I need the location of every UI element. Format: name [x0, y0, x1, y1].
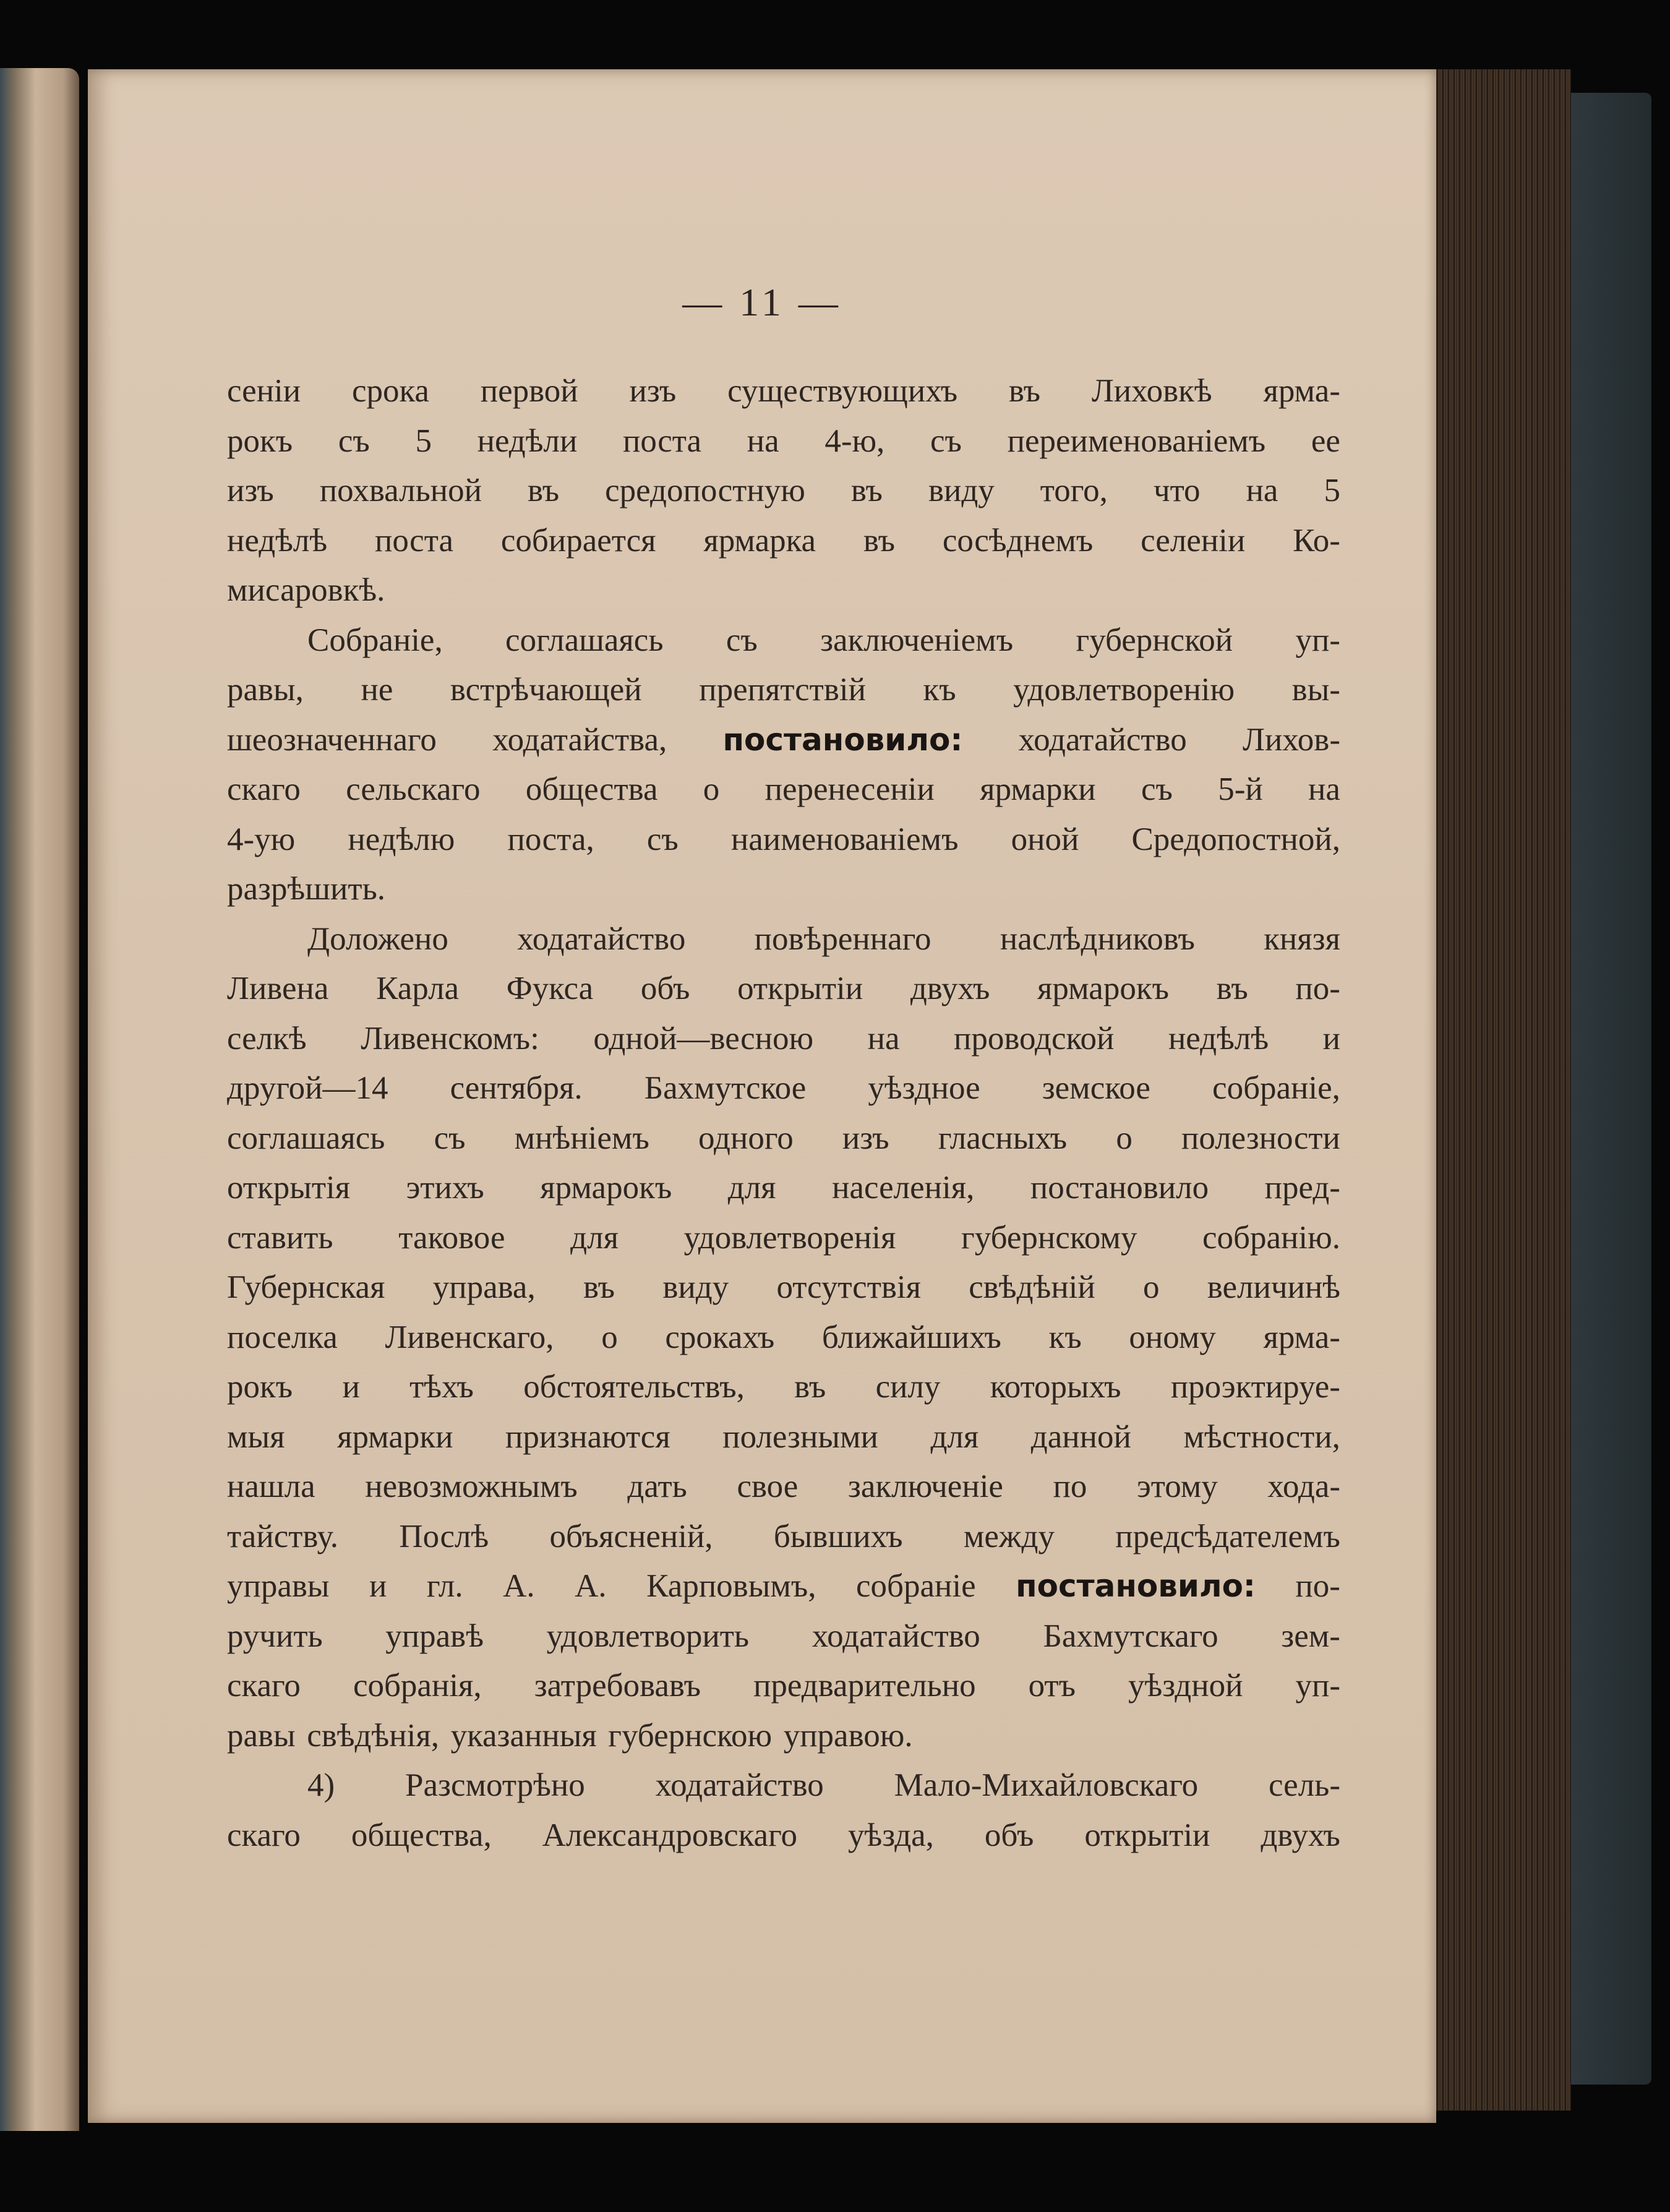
body-text — [227, 366, 1340, 1860]
word: свѣдѣнія, — [307, 1717, 440, 1754]
word: удовлетворенія — [683, 1219, 896, 1256]
word: Карла — [376, 971, 460, 1006]
word: препятствій — [699, 672, 866, 708]
word: предварительно — [753, 1668, 976, 1704]
word: наименованіемъ — [730, 821, 959, 857]
word: похвальной — [319, 473, 482, 508]
word: Мало-Михайловскаго — [894, 1767, 1199, 1803]
text-line — [227, 864, 1340, 914]
word: Средопостной, — [1131, 821, 1340, 857]
word: скаго — [227, 1817, 301, 1853]
word: виду — [662, 1269, 729, 1305]
word: хода- — [1267, 1468, 1340, 1504]
text-line — [227, 1362, 1340, 1412]
word: 5-й — [1218, 771, 1263, 807]
word: въ — [528, 473, 560, 508]
word: поста, — [507, 821, 594, 857]
word: тѣхъ — [409, 1369, 474, 1405]
word: свое — [737, 1468, 799, 1504]
word: объ — [640, 971, 690, 1006]
word: отсутствія — [776, 1269, 921, 1305]
word: удовлетворенію — [1013, 672, 1235, 708]
text-line — [227, 416, 1340, 466]
word: затребовавъ — [534, 1668, 701, 1704]
word: ходатайство — [517, 920, 686, 957]
word: проэктируе- — [1170, 1369, 1340, 1405]
word: Бахмутскаго — [1043, 1618, 1218, 1654]
word: 4-ую — [227, 821, 296, 857]
word: управѣ — [385, 1618, 484, 1654]
word: соглашаясь — [227, 1120, 385, 1156]
word: удовлетворить — [546, 1618, 750, 1654]
word: уѣзда, — [847, 1817, 934, 1853]
word: собраніе — [856, 1568, 976, 1604]
word: Губернская — [227, 1269, 385, 1305]
word: постановило — [1030, 1170, 1209, 1206]
word: въ — [850, 473, 883, 508]
word: земское — [1042, 1070, 1150, 1106]
word: не — [361, 672, 393, 708]
word: поста — [623, 422, 702, 459]
word: недѣлѣ — [1168, 1020, 1269, 1057]
word: открытія — [227, 1170, 351, 1206]
word: ходатайство — [811, 1618, 980, 1654]
word: о — [601, 1319, 618, 1355]
word: первой — [480, 373, 578, 409]
word: ярмарокъ — [540, 1170, 672, 1206]
text-line — [227, 765, 1340, 815]
word: Лихов- — [1243, 721, 1340, 758]
text-line — [227, 1760, 1340, 1811]
word: собранія, — [353, 1668, 482, 1704]
word: для — [727, 1170, 776, 1206]
previous-page-edge — [0, 68, 79, 2131]
word: Послѣ — [399, 1518, 489, 1554]
text-line — [227, 1014, 1340, 1064]
word: собирается — [500, 522, 656, 559]
word: поста — [375, 522, 454, 559]
word: собранію. — [1202, 1219, 1340, 1256]
word: гласныхъ — [938, 1120, 1068, 1156]
word: съ — [338, 422, 370, 459]
word: 5 — [1324, 473, 1340, 508]
word: вы- — [1291, 672, 1340, 708]
word: недѣлю — [348, 821, 455, 857]
bold-resolution-word: постановило: — [1016, 1568, 1256, 1604]
word: сентября. — [450, 1070, 583, 1106]
word: о — [703, 771, 720, 807]
word: этихъ — [406, 1170, 484, 1206]
word: ярма- — [1263, 1319, 1340, 1355]
word: Собраніе, — [307, 622, 443, 658]
word: ближайшихъ — [821, 1319, 1001, 1355]
word: пред- — [1264, 1170, 1340, 1206]
word: одного — [698, 1120, 794, 1156]
word: А. — [503, 1568, 535, 1604]
word: нашла — [227, 1468, 315, 1504]
word: виду — [928, 473, 995, 508]
word: Ко- — [1293, 522, 1340, 559]
page-stack-edge — [1423, 69, 1571, 2111]
word: полезными — [722, 1418, 878, 1455]
text-line — [227, 715, 1340, 765]
word: Ливенскомъ: — [361, 1020, 539, 1057]
word: отъ — [1028, 1668, 1076, 1704]
word: таковое — [398, 1219, 505, 1256]
word: управы — [227, 1568, 330, 1604]
word: того, — [1040, 473, 1108, 508]
word: въ — [1008, 373, 1041, 409]
word: ходатайства, — [492, 721, 667, 758]
word: недѣлѣ — [227, 522, 328, 559]
text-line — [227, 516, 1340, 566]
text-line — [227, 1811, 1340, 1861]
word: Доложено — [307, 920, 448, 957]
word: предсѣдателемъ — [1115, 1518, 1340, 1554]
word: свѣдѣній — [969, 1269, 1095, 1305]
word: Разсмотрѣно — [405, 1767, 585, 1803]
word: ярмарки — [337, 1418, 453, 1455]
word: между — [963, 1518, 1055, 1554]
text-line — [227, 1163, 1340, 1213]
word: сельскаго — [346, 771, 481, 807]
word: наслѣдниковъ — [1000, 920, 1195, 957]
word: оной — [1011, 821, 1079, 857]
word: переименованіемъ — [1007, 422, 1266, 459]
word: въ — [1216, 971, 1248, 1006]
word: признаются — [505, 1418, 670, 1455]
word: уп- — [1295, 622, 1340, 658]
word: къ — [1048, 1319, 1082, 1355]
word: изъ — [842, 1120, 889, 1156]
word: невозможнымъ — [365, 1468, 578, 1504]
text-line — [227, 1213, 1340, 1263]
word: губернскою — [608, 1717, 773, 1754]
text-line — [227, 1512, 1340, 1562]
word: сель- — [1269, 1767, 1340, 1803]
word: управа, — [432, 1269, 536, 1305]
word: съ — [930, 422, 962, 459]
word: мисаровкѣ. — [227, 572, 385, 608]
word: Ливенскаго, — [385, 1319, 554, 1355]
word: населенія, — [832, 1170, 975, 1206]
word: о — [1143, 1269, 1160, 1305]
text-line — [227, 1063, 1340, 1113]
bold-resolution-word: постановило: — [722, 721, 963, 758]
word: на — [1246, 473, 1278, 508]
word: что — [1153, 473, 1201, 508]
word: ручить — [227, 1618, 323, 1654]
word: срокахъ — [665, 1319, 775, 1355]
word: проводской — [954, 1020, 1115, 1057]
word: въ — [863, 522, 896, 559]
word: въ — [583, 1269, 615, 1305]
word: съ — [1141, 771, 1173, 807]
word: и — [369, 1568, 387, 1604]
word: въ — [794, 1369, 826, 1405]
word: съ — [646, 821, 679, 857]
word: скаго — [227, 1668, 301, 1704]
word: величинѣ — [1207, 1269, 1340, 1305]
word: равы — [227, 1717, 296, 1754]
text-line — [227, 964, 1340, 1014]
word: ее — [1311, 422, 1340, 459]
word: равы, — [227, 672, 304, 708]
word: встрѣчающей — [450, 672, 642, 708]
word: 5 — [415, 422, 432, 459]
text-line — [227, 1462, 1340, 1512]
word: уѣздной — [1128, 1668, 1243, 1704]
word: изъ — [227, 473, 274, 508]
word: гл. — [426, 1568, 463, 1604]
word: срока — [351, 373, 429, 409]
word: тайству. — [227, 1518, 339, 1554]
word: ходатайство — [1018, 721, 1187, 758]
word: Карповымъ, — [646, 1568, 816, 1604]
text-line — [227, 1561, 1340, 1611]
word: губернскому — [961, 1219, 1137, 1256]
word: на — [867, 1020, 900, 1057]
word: заключеніемъ — [820, 622, 1014, 658]
text-line — [227, 466, 1340, 516]
word: сеніи — [227, 373, 301, 409]
word: соглашаясь — [505, 622, 664, 658]
text-line — [227, 1412, 1340, 1462]
word: по- — [1295, 1568, 1340, 1604]
word: двухъ — [1261, 1817, 1340, 1853]
word: по- — [1295, 971, 1340, 1006]
word: недѣли — [477, 422, 578, 459]
word: и — [1322, 1020, 1340, 1057]
book-page — [88, 69, 1436, 2123]
word: 4) — [307, 1767, 335, 1803]
word: о — [1116, 1120, 1133, 1156]
word: ярма- — [1263, 373, 1340, 409]
word: князя — [1264, 920, 1340, 957]
word: изъ — [629, 373, 677, 409]
word: для — [570, 1219, 619, 1256]
text-line — [227, 615, 1340, 666]
word: Бахмутское — [644, 1070, 807, 1106]
word: мыя — [227, 1418, 285, 1455]
word: открытіи — [1084, 1817, 1210, 1853]
text-line — [227, 1711, 1340, 1761]
word: на — [1308, 771, 1340, 807]
word: по — [1053, 1468, 1087, 1504]
text-line — [227, 366, 1340, 416]
text-line — [227, 1611, 1340, 1661]
word: дать — [627, 1468, 687, 1504]
word: шеозначеннаго — [227, 721, 437, 758]
word: объясненій, — [549, 1518, 713, 1554]
word: селкѣ — [227, 1020, 307, 1057]
word: рокъ — [227, 1369, 293, 1405]
word: ставить — [227, 1219, 333, 1256]
page-number: — 11 — — [682, 280, 842, 324]
word: объ — [984, 1817, 1034, 1853]
text-line — [227, 914, 1340, 964]
word: сосѣднемъ — [942, 522, 1094, 559]
word: съ — [434, 1120, 466, 1156]
word: съ — [726, 622, 758, 658]
word: уѣздное — [868, 1070, 980, 1106]
word: мѣстности, — [1183, 1418, 1340, 1455]
word: которыхъ — [990, 1369, 1121, 1405]
word: полезности — [1181, 1120, 1340, 1156]
word: скаго — [227, 771, 301, 807]
word: управою. — [783, 1717, 913, 1754]
word: другой—14 — [227, 1070, 388, 1106]
word: Ливена — [227, 971, 329, 1006]
word: существующихъ — [727, 373, 958, 409]
word: А. — [575, 1568, 607, 1604]
word: Александровскаго — [542, 1817, 798, 1853]
word: и — [342, 1369, 360, 1405]
word: ходатайство — [655, 1767, 824, 1803]
text-line — [227, 665, 1340, 715]
word: перенесеніи — [764, 771, 935, 807]
word: селеніи — [1141, 522, 1246, 559]
word: 4-ю, — [824, 422, 885, 459]
word: силу — [875, 1369, 941, 1405]
word: общества, — [351, 1817, 492, 1853]
word: собраніе, — [1212, 1070, 1340, 1106]
word: къ — [923, 672, 956, 708]
word: поселка — [227, 1319, 338, 1355]
word: Лиховкѣ — [1091, 373, 1212, 409]
word: ярмарка — [703, 522, 816, 559]
text-line — [227, 1113, 1340, 1164]
word: общества — [525, 771, 658, 807]
word: открытіи — [737, 971, 863, 1006]
text-line — [227, 1262, 1340, 1313]
word: ярмарокъ — [1037, 971, 1169, 1006]
word: указанныя — [450, 1717, 597, 1754]
word: двухъ — [910, 971, 990, 1006]
text-line — [227, 565, 1340, 615]
word: уп- — [1295, 1668, 1340, 1704]
word: мнѣніемъ — [514, 1120, 649, 1156]
word: обстоятельствъ, — [523, 1369, 745, 1405]
word: губернской — [1076, 622, 1233, 658]
word: на — [747, 422, 779, 459]
word: этому — [1137, 1468, 1218, 1504]
word: Фукса — [506, 971, 594, 1006]
word: оному — [1129, 1319, 1216, 1355]
word: зем- — [1281, 1618, 1340, 1654]
text-line — [227, 1313, 1340, 1363]
text-line — [227, 1661, 1340, 1711]
word: одной—весною — [593, 1020, 814, 1057]
word: бывшихъ — [773, 1518, 903, 1554]
word: средопостную — [605, 473, 805, 508]
word: заключеніе — [847, 1468, 1003, 1504]
text-line — [227, 815, 1340, 865]
word: данной — [1030, 1418, 1131, 1455]
word: ярмарки — [980, 771, 1096, 807]
word: для — [930, 1418, 979, 1455]
word: рокъ — [227, 422, 293, 459]
word: повѣреннаго — [754, 920, 931, 957]
word: разрѣшить. — [227, 871, 385, 907]
